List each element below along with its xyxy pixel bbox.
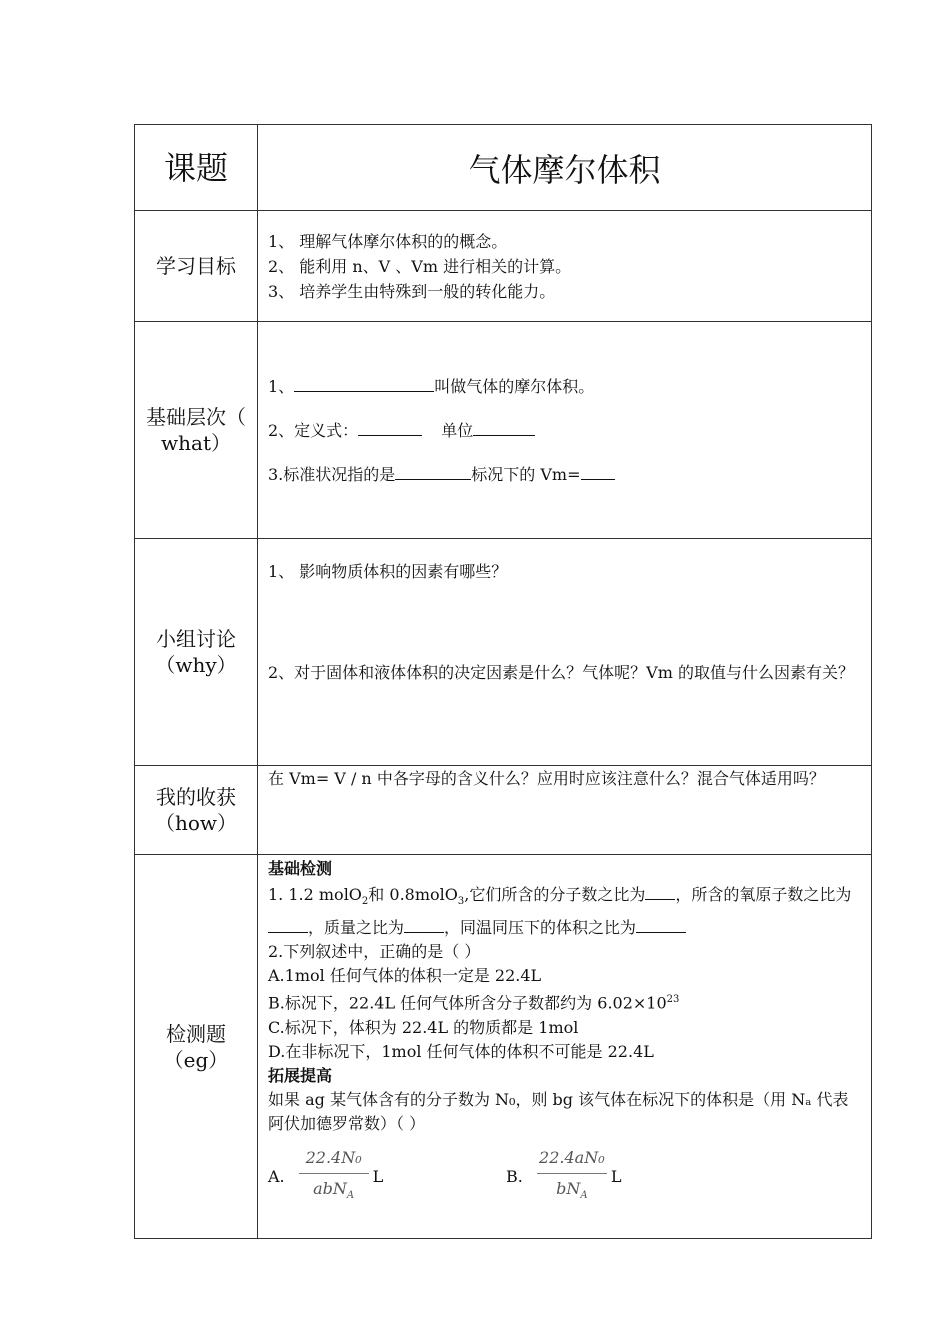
topic-title: 气体摩尔体积 — [258, 125, 872, 211]
test-content — [258, 855, 872, 1239]
goals-label: 学习目标 — [135, 211, 258, 322]
answer-blank[interactable] — [294, 373, 434, 392]
option-c: C.标况下，体积为 22.4L 的物质都是 1mol — [268, 1017, 579, 1037]
topic-label: 课题 — [135, 125, 258, 211]
section-heading-basic: 基础检测 — [268, 859, 333, 878]
group-label-line2: （why） — [155, 653, 237, 677]
group-question-1: 1、 影响物质体积的因素有哪些？ — [268, 562, 508, 581]
harvest-label-line2: （how） — [154, 811, 238, 835]
choice-a: A. $\frac{\text{22.4N₀}}{abN_A}$ L — [268, 1146, 506, 1208]
group-question-2: 2、对于固体和液体体积的决定因素是什么？气体呢？Vm 的取值与什么因素有关？ — [268, 663, 854, 682]
answer-blank[interactable] — [645, 881, 675, 900]
option-d: D.在非标况下，1mol 任何气体的体积不可能是 22.4L — [268, 1041, 654, 1061]
answer-blank[interactable] — [358, 417, 422, 436]
answer-blank[interactable] — [268, 914, 308, 933]
goals-content — [258, 211, 872, 322]
test-question-1: 1. 1.2 molO$_2$和 0.8molO$_3$,它们所含的分子数之比为 ，所含的氧原子数之比为，质量之比为 ，同温同压下的体积之比为 — [268, 881, 861, 940]
group-label-line1: 小组讨论 — [156, 627, 236, 651]
option-b: B.标况下，22.4L 任何气体所含分子数都约为 $6.02\times 10^{23}$ — [268, 993, 680, 1013]
basic-label-line2: what） — [161, 431, 231, 455]
test-label-line1: 检测题 — [166, 1021, 226, 1046]
answer-blank[interactable] — [404, 914, 444, 933]
basic-question-1: 1、 叫做气体的摩尔体积。 — [268, 373, 861, 399]
harvest-label — [135, 766, 258, 855]
test-label-line2: （eg） — [163, 1047, 229, 1072]
goal-item: 3、 培养学生由特殊到一般的转化能力。 — [268, 281, 556, 301]
choice-b: B. $\frac{\text{22.4aN₀}}{bN_A}$ L — [506, 1146, 744, 1208]
test-question-3: 如果 ag 某气体含有的分子数为 N₀，则 bg 该气体在标况下的体积是（用 Nₐ 代表阿伏加德罗常数）（ ） — [268, 1089, 849, 1133]
group-row — [135, 539, 872, 766]
topic-row — [135, 125, 872, 211]
harvest-row — [135, 766, 872, 855]
harvest-content — [258, 766, 872, 855]
option-a: A.1mol 任何气体的体积一定是 22.4L — [268, 966, 542, 986]
fraction: $\frac{\text{22.4N₀}}{abN_A}$ — [299, 1146, 369, 1208]
answer-blank[interactable] — [581, 461, 615, 480]
answer-blank[interactable] — [395, 461, 471, 480]
lesson-table — [134, 124, 872, 1239]
basic-label-line1: 基础层次（ — [146, 405, 246, 429]
basic-label — [135, 322, 258, 539]
basic-question-3: 3.标准状况指的是 标况下的 Vm= — [268, 461, 861, 487]
goal-item: 2、 能利用 n、V 、Vm 进行相关的计算。 — [268, 256, 572, 276]
section-heading-extension: 拓展提高 — [268, 1065, 333, 1085]
basic-row — [135, 322, 872, 539]
test-question-2: 2.下列叙述中，正确的是（ ） — [268, 942, 481, 962]
group-content — [258, 539, 872, 766]
goals-row — [135, 211, 872, 322]
harvest-label-line1: 我的收获 — [156, 785, 236, 809]
answer-blank[interactable] — [636, 914, 686, 933]
answer-blank[interactable] — [473, 417, 535, 436]
group-label — [135, 539, 258, 766]
test-label — [135, 855, 258, 1239]
basic-content — [258, 322, 872, 539]
goal-item: 1、 理解气体摩尔体积的的概念。 — [268, 231, 508, 251]
fraction-choices — [268, 1146, 861, 1208]
test-row — [135, 855, 872, 1239]
basic-question-2: 2、定义式： 单位 — [268, 417, 861, 443]
harvest-question: 在 Vm= V / n 中各字母的含义什么？应用时应该注意什么？混合气体适用吗？ — [268, 769, 825, 788]
fraction: $\frac{\text{22.4aN₀}}{bN_A}$ — [537, 1146, 607, 1208]
